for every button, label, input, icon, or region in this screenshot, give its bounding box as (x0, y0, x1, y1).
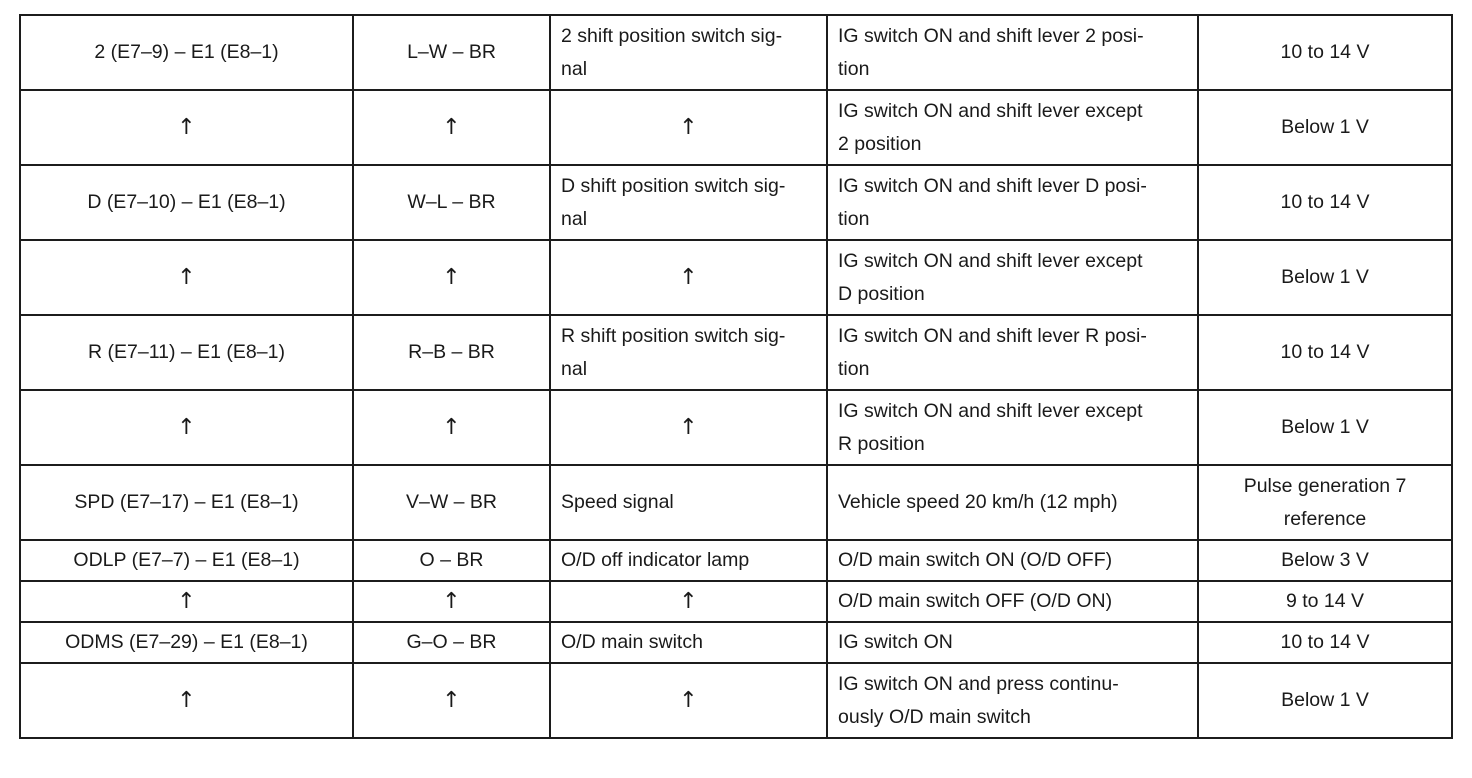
table-row (20, 465, 1452, 540)
table-row (20, 663, 1452, 738)
specified-condition-cell: 10 to 14 V (1198, 165, 1452, 240)
condition-cell: IG switch ON and shift lever except R position (827, 390, 1198, 465)
ditto-arrow-icon: ↑ (20, 240, 353, 315)
condition-cell: IG switch ON and shift lever 2 posi- tion (827, 15, 1198, 90)
specified-condition-cell: Below 1 V (1198, 663, 1452, 738)
input-item-cell: D shift position switch sig- nal (550, 165, 827, 240)
ditto-arrow-icon: ↑ (20, 390, 353, 465)
input-item-cell: Speed signal (550, 465, 827, 540)
ditto-arrow-icon: ↑ (353, 90, 550, 165)
ditto-arrow-icon: ↑ (550, 663, 827, 738)
table-row (20, 240, 1452, 315)
ditto-arrow-icon: ↑ (20, 90, 353, 165)
specified-condition-cell: 10 to 14 V (1198, 315, 1452, 390)
specified-condition-cell: Below 1 V (1198, 390, 1452, 465)
input-item-cell: R shift position switch sig- nal (550, 315, 827, 390)
condition-cell: O/D main switch ON (O/D OFF) (827, 540, 1198, 581)
table-row (20, 622, 1452, 663)
specified-condition-cell: 10 to 14 V (1198, 622, 1452, 663)
wiring-color-cell: L–W – BR (353, 15, 550, 90)
ditto-arrow-icon: ↑ (20, 581, 353, 622)
ditto-arrow-icon: ↑ (550, 581, 827, 622)
condition-cell: IG switch ON and press continu- ously O/D main switch (827, 663, 1198, 738)
wiring-color-cell: W–L – BR (353, 165, 550, 240)
terminal-cell: ODLP (E7–7) – E1 (E8–1) (20, 540, 353, 581)
wiring-color-cell: O – BR (353, 540, 550, 581)
specified-condition-cell: Below 3 V (1198, 540, 1452, 581)
condition-cell: IG switch ON and shift lever except D position (827, 240, 1198, 315)
ditto-arrow-icon: ↑ (353, 390, 550, 465)
specified-condition-cell: Below 1 V (1198, 90, 1452, 165)
ditto-arrow-icon: ↑ (550, 240, 827, 315)
specified-condition-cell: Pulse generation 7 reference (1198, 465, 1452, 540)
terminal-cell: ODMS (E7–29) – E1 (E8–1) (20, 622, 353, 663)
input-item-cell: O/D off indicator lamp (550, 540, 827, 581)
condition-cell: O/D main switch OFF (O/D ON) (827, 581, 1198, 622)
input-item-cell: 2 shift position switch sig- nal (550, 15, 827, 90)
input-item-cell: O/D main switch (550, 622, 827, 663)
ditto-arrow-icon: ↑ (550, 390, 827, 465)
specified-condition-cell: 9 to 14 V (1198, 581, 1452, 622)
wiring-color-cell: V–W – BR (353, 465, 550, 540)
wiring-color-cell: R–B – BR (353, 315, 550, 390)
ditto-arrow-icon: ↑ (550, 90, 827, 165)
terminal-cell: SPD (E7–17) – E1 (E8–1) (20, 465, 353, 540)
ditto-arrow-icon: ↑ (353, 240, 550, 315)
condition-cell: IG switch ON and shift lever D posi- tion (827, 165, 1198, 240)
table-row (20, 15, 1452, 90)
table-row (20, 315, 1452, 390)
condition-cell: IG switch ON and shift lever R posi- tion (827, 315, 1198, 390)
table-row (20, 165, 1452, 240)
ditto-arrow-icon: ↑ (353, 581, 550, 622)
table-row (20, 390, 1452, 465)
terminal-cell: R (E7–11) – E1 (E8–1) (20, 315, 353, 390)
condition-cell: IG switch ON and shift lever except 2 position (827, 90, 1198, 165)
table-row (20, 90, 1452, 165)
table-row (20, 540, 1452, 581)
specified-condition-cell: Below 1 V (1198, 240, 1452, 315)
table-row (20, 581, 1452, 622)
ditto-arrow-icon: ↑ (353, 663, 550, 738)
wiring-color-cell: G–O – BR (353, 622, 550, 663)
ditto-arrow-icon: ↑ (20, 663, 353, 738)
terminal-cell: 2 (E7–9) – E1 (E8–1) (20, 15, 353, 90)
specified-condition-cell: 10 to 14 V (1198, 15, 1452, 90)
terminal-cell: D (E7–10) – E1 (E8–1) (20, 165, 353, 240)
terminal-voltage-table (19, 14, 1453, 739)
condition-cell: Vehicle speed 20 km/h (12 mph) (827, 465, 1198, 540)
condition-cell: IG switch ON (827, 622, 1198, 663)
